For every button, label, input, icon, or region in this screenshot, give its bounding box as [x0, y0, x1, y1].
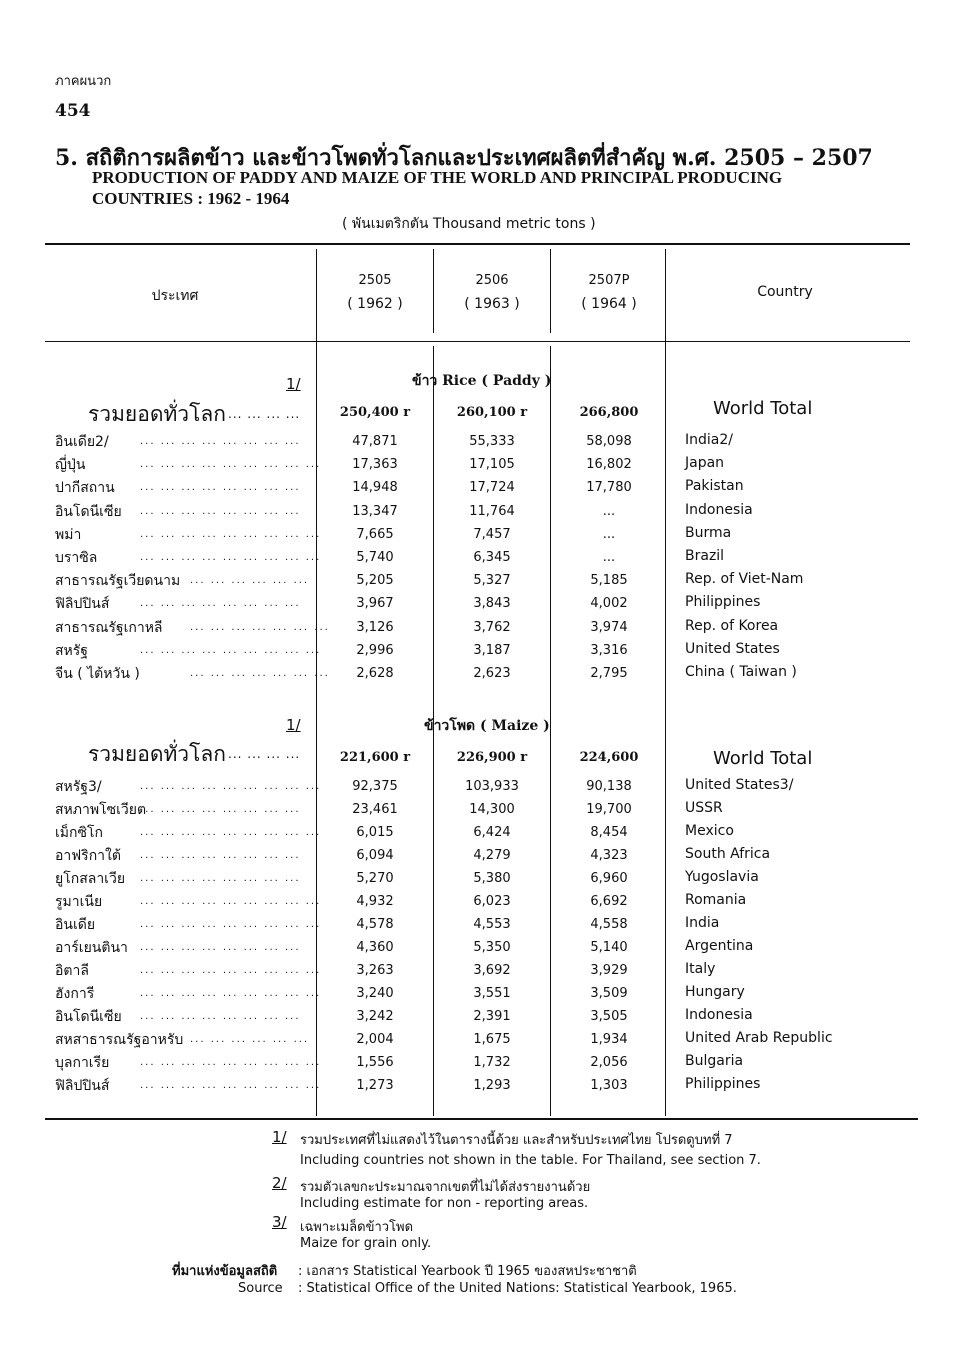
maize-row-dots: ... ... ... ... ... ... ... ...: [140, 804, 301, 815]
rice-row-country-english: Japan: [685, 455, 725, 472]
rice-row-value-3: 4,002: [590, 596, 628, 612]
maize-row-country-english: USSR: [685, 800, 723, 816]
table-title-english-line1: PRODUCTION OF PADDY AND MAIZE OF THE WORLD AND PRINCIPAL PRODUCING: [92, 168, 783, 187]
maize-row-country-english: Bulgaria: [685, 1053, 744, 1069]
maize-row-value-1: 6,015: [356, 825, 394, 840]
maize-row-value-2: 1,675: [473, 1032, 511, 1047]
note3-thai: เฉพาะเมล็ดข้าวโพด: [300, 1220, 414, 1235]
header-country-thai: ประเทศ: [151, 288, 199, 304]
maize-row-country-english: Argentina: [685, 938, 754, 954]
rice-total-1962: 250,400 r: [339, 405, 411, 420]
maize-row-value-1: 3,263: [356, 963, 394, 978]
rice-world-total-dots: ... ... ... ...: [228, 407, 301, 421]
maize-row-country-english: United Arab Republic: [685, 1030, 833, 1046]
table-bottom-rule: [45, 1118, 918, 1120]
rice-row-value-2: 55,333: [469, 434, 515, 449]
maize-row-dots: ... ... ... ... ... ... ... ... ...: [140, 919, 322, 930]
maize-row-value-1: 4,932: [356, 894, 394, 909]
maize-row-value-3: 90,138: [586, 779, 632, 794]
maize-total-1964: 224,600: [579, 750, 639, 765]
rice-row-country-thai: สาธารณรัฐเวียดนาม: [55, 573, 181, 590]
maize-row-country-thai: ยูโกสลาเวีย: [55, 871, 126, 887]
rice-row-dots: ... ... ... ... ... ... ... ...: [140, 436, 301, 447]
rice-row-value-2: 17,724: [469, 480, 515, 496]
maize-row-dots: ... ... ... ... ... ... ... ...: [140, 850, 301, 861]
rice-row-country-english: China ( Taiwan ): [685, 664, 797, 680]
source-text-english: : Statistical Office of the United Nations: Statistical Yearbook, 1965.: [298, 1281, 737, 1296]
rice-row-country-thai: สาธารณรัฐเกาหลี: [55, 619, 163, 636]
maize-row-country-english: Romania: [685, 892, 747, 908]
header-year3-thai: 2507P: [588, 273, 630, 288]
maize-row-country-english: Yugoslavia: [685, 869, 759, 885]
maize-row-value-3: 5,140: [590, 940, 628, 955]
note3-english: Maize for grain only.: [300, 1236, 432, 1251]
header-year2-thai: 2506: [475, 273, 509, 288]
maize-row-value-1: 92,375: [352, 779, 398, 794]
maize-footnote-mark: 1/: [286, 716, 301, 734]
rice-row-value-2: 3,843: [473, 596, 511, 612]
maize-row-value-3: 4,323: [590, 848, 628, 863]
rice-row-value-2: 11,764: [469, 503, 515, 519]
rice-row-country-thai: ฟิลิปปินส์: [55, 596, 110, 613]
rice-row-country-english: Rep. of Korea: [685, 617, 779, 634]
maize-row-dots: ... ... ... ... ... ... ... ... ...: [140, 965, 322, 976]
rice-row-value-3: 3,316: [590, 642, 628, 658]
rice-row-value-1: 7,665: [356, 526, 394, 542]
rice-row-value-1: 13,347: [352, 503, 398, 519]
rice-row-value-3: 17,780: [586, 480, 632, 496]
rice-row-value-2: 17,105: [469, 457, 515, 473]
rice-row-value-1: 2,628: [356, 666, 394, 681]
maize-row-dots: ... ... ... ... ... ... ... ... ...: [140, 896, 322, 907]
maize-row-dots: ... ... ... ... ... ...: [190, 1034, 310, 1045]
maize-world-total-dots: ... ... ... ...: [228, 747, 301, 761]
maize-row-dots: ... ... ... ... ... ... ... ...: [140, 1011, 301, 1022]
note2-mark: 2/: [272, 1174, 287, 1192]
maize-row-value-3: 3,509: [590, 986, 628, 1001]
note2-english: Including estimate for non - reporting areas.: [300, 1196, 589, 1211]
rice-row-dots: ... ... ... ... ... ... ...: [190, 621, 330, 633]
rice-row-value-1: 3,967: [356, 596, 394, 612]
maize-row-value-1: 4,578: [356, 917, 394, 932]
rice-row-country-thai: ญี่ปุ่น: [55, 457, 86, 474]
page-number: 454: [55, 101, 91, 121]
rice-row-country-thai: อินโดนีเซีย: [55, 503, 122, 520]
rice-row-value-2: 7,457: [473, 526, 511, 542]
maize-row-value-1: 3,240: [356, 986, 394, 1001]
rice-row-country-english: Pakistan: [685, 478, 744, 495]
rice-row-value-3: 2,795: [590, 666, 628, 681]
rice-row-country-english: Indonesia: [685, 501, 753, 518]
rice-row-value-2: 5,327: [473, 573, 511, 589]
note1-thai: รวมประเทศที่ไม่แสดงไว้ในตารางนี้ด้วย และสำหรับประเทศไทย โปรดดูบทที่ 7: [300, 1133, 733, 1148]
maize-row-dots: ... ... ... ... ... ... ... ...: [140, 942, 301, 953]
maize-row-country-english: Italy: [685, 961, 716, 977]
maize-row-value-2: 6,424: [473, 825, 511, 840]
source-text-thai: : เอกสาร Statistical Yearbook ปี 1965 ของสหประชาชาติ: [298, 1264, 637, 1279]
maize-row-value-2: 4,279: [473, 848, 511, 863]
maize-row-country-english: India: [685, 915, 720, 931]
rice-row-value-3: 3,974: [590, 619, 628, 635]
rice-footnote-mark: 1/: [286, 375, 301, 393]
header-year2-english: ( 1963 ): [464, 296, 520, 312]
rice-row-dots: ... ... ... ... ... ... ... ...: [140, 598, 301, 610]
column-divider-3-body: [550, 346, 551, 1116]
maize-row-value-2: 3,692: [473, 963, 511, 978]
rice-row-country-english: Brazil: [685, 548, 725, 564]
maize-row-dots: ... ... ... ... ... ... ... ... ...: [140, 1080, 322, 1091]
note2-thai: รวมตัวเลขกะประมาณจากเขตที่ไม่ได้ส่งรายงานด้วย: [300, 1180, 591, 1195]
maize-row-country-english: Hungary: [685, 984, 745, 1000]
table-top-rule: [45, 243, 910, 245]
rice-section-title: ข้าว Rice ( Paddy ): [412, 373, 552, 389]
maize-row-value-3: 1,303: [590, 1078, 628, 1093]
maize-total-1962: 221,600 r: [339, 750, 411, 765]
unit-label: ( พันเมตริกตัน Thousand metric tons ): [342, 216, 596, 232]
note1-english: Including countries not shown in the table. For Thailand, see section 7.: [300, 1153, 761, 1168]
note3-mark: 3/: [272, 1213, 287, 1231]
rice-row-country-english: United States: [685, 640, 780, 657]
maize-row-country-english: South Africa: [685, 846, 771, 862]
rice-row-dots: ... ... ... ... ... ... ... ...: [140, 482, 301, 494]
rice-row-dots: ... ... ... ... ... ... ... ... ...: [140, 552, 322, 563]
rice-row-dots: ... ... ... ... ... ... ... ...: [140, 505, 301, 517]
maize-row-value-1: 1,273: [356, 1078, 394, 1093]
maize-row-value-3: 6,692: [590, 894, 628, 909]
rice-row-value-2: 3,762: [473, 619, 511, 635]
rice-row-country-thai: บราซิล: [55, 550, 98, 566]
table-title-thai: 5. สถิติการผลิตข้าว และข้าวโพดทั่วโลกและประเทศผลิตที่สำคัญ พ.ศ. 2505 – 2507: [55, 145, 873, 171]
rice-row-country-thai: จีน ( ไต้หวัน ): [55, 666, 140, 682]
rice-row-dots: ... ... ... ... ... ...: [190, 575, 310, 587]
rice-row-country-thai: ปากีสถาน: [55, 480, 115, 497]
rice-world-total-english: World Total: [713, 398, 813, 419]
column-divider-4: [665, 249, 666, 1116]
rice-row-value-1: 47,871: [352, 434, 398, 449]
rice-row-value-3: 5,185: [590, 573, 628, 589]
maize-row-country-thai: บุลกาเรีย: [55, 1055, 110, 1071]
maize-row-value-3: 8,454: [590, 825, 628, 840]
maize-row-dots: ... ... ... ... ... ... ... ... ...: [140, 827, 322, 838]
maize-row-country-thai: รูมาเนีย: [55, 894, 103, 910]
maize-row-dots: ... ... ... ... ... ... ... ... ...: [140, 781, 322, 792]
header-country-english: Country: [757, 284, 813, 300]
maize-row-country-thai: อินเดีย: [55, 917, 96, 933]
maize-row-value-2: 4,553: [473, 917, 511, 932]
rice-row-value-2: 3,187: [473, 642, 511, 658]
rice-total-1964: 266,800: [579, 405, 639, 420]
maize-row-country-thai: ฟิลิปปินส์: [55, 1078, 110, 1094]
rice-row-country-thai: พม่า: [55, 526, 82, 543]
maize-row-dots: ... ... ... ... ... ... ... ... ...: [140, 1057, 322, 1068]
rice-row-value-1: 14,948: [352, 480, 398, 496]
maize-row-value-2: 6,023: [473, 894, 511, 909]
maize-world-total-english: World Total: [713, 748, 813, 769]
rice-row-dots: ... ... ... ... ... ... ... ... ...: [140, 528, 322, 540]
rice-row-dots: ... ... ... ... ... ... ... ... ...: [140, 644, 322, 656]
maize-row-country-thai: อาร์เยนตินา: [55, 940, 128, 956]
maize-row-value-2: 5,350: [473, 940, 511, 955]
maize-row-value-2: 1,293: [473, 1078, 511, 1093]
header-year3-english: ( 1964 ): [581, 296, 637, 312]
maize-row-value-3: 2,056: [590, 1055, 628, 1070]
header-bottom-rule: [45, 341, 910, 342]
maize-section-title: ข้าวโพด ( Maize ): [424, 718, 550, 734]
rice-row-value-3: ...: [602, 550, 616, 565]
maize-row-value-2: 103,933: [465, 779, 519, 794]
rice-row-value-3: 58,098: [586, 434, 632, 449]
maize-row-country-english: United States3/: [685, 777, 794, 793]
maize-row-dots: ... ... ... ... ... ... ... ...: [140, 873, 301, 884]
maize-row-value-3: 3,929: [590, 963, 628, 978]
rice-row-dots: ... ... ... ... ... ... ... ... ...: [140, 459, 322, 471]
rice-row-country-english: India2/: [685, 432, 733, 448]
maize-row-value-1: 6,094: [356, 848, 394, 863]
maize-row-value-2: 5,380: [473, 871, 511, 886]
maize-row-country-thai: สหสาธารณรัฐอาหรับ: [55, 1032, 184, 1048]
column-divider-1: [316, 249, 317, 1116]
maize-row-value-2: 2,391: [473, 1009, 511, 1024]
rice-row-country-thai: สหรัฐ: [55, 642, 89, 659]
maize-row-value-1: 2,004: [356, 1032, 394, 1047]
rice-row-country-english: Burma: [685, 524, 732, 541]
rice-row-value-1: 5,205: [356, 573, 394, 589]
maize-total-1963: 226,900 r: [456, 750, 528, 765]
rice-row-value-2: 2,623: [473, 666, 511, 681]
maize-row-value-3: 19,700: [586, 802, 632, 817]
header-year1-thai: 2505: [358, 273, 392, 288]
column-divider-2: [433, 249, 434, 333]
maize-row-country-thai: อิตาลี: [55, 963, 89, 979]
rice-total-1963: 260,100 r: [456, 405, 528, 420]
note1-mark: 1/: [272, 1128, 287, 1146]
table-title-english-line2: COUNTRIES : 1962 - 1964: [92, 189, 290, 208]
maize-row-country-thai: เม็กซิโก: [55, 825, 103, 841]
maize-row-value-1: 23,461: [352, 802, 398, 817]
maize-row-country-thai: อาฟริกาใต้: [55, 848, 121, 864]
maize-row-value-3: 6,960: [590, 871, 628, 886]
rice-row-dots: ... ... ... ... ... ... ...: [190, 668, 330, 679]
maize-row-dots: ... ... ... ... ... ... ... ... ...: [140, 988, 322, 999]
maize-row-country-thai: ฮังการี: [55, 986, 95, 1002]
rice-row-country-english: Philippines: [685, 594, 761, 611]
maize-row-country-english: Indonesia: [685, 1007, 753, 1023]
maize-row-country-thai: อินโดนีเซีย: [55, 1009, 122, 1025]
rice-row-value-1: 5,740: [356, 550, 394, 565]
maize-row-value-1: 3,242: [356, 1009, 394, 1024]
maize-row-value-2: 1,732: [473, 1055, 511, 1070]
maize-row-value-2: 14,300: [469, 802, 515, 817]
maize-row-value-2: 3,551: [473, 986, 511, 1001]
appendix-label: ภาคผนวก: [55, 74, 112, 89]
rice-row-value-3: 16,802: [586, 457, 632, 473]
rice-row-value-1: 3,126: [356, 619, 394, 635]
source-label-thai: ที่มาแห่งข้อมูลสถิติ: [172, 1264, 278, 1279]
maize-row-value-3: 4,558: [590, 917, 628, 932]
maize-row-value-3: 1,934: [590, 1032, 628, 1047]
rice-world-total-thai: รวมยอดทั่วโลก: [88, 402, 226, 426]
maize-row-value-3: 3,505: [590, 1009, 628, 1024]
maize-row-value-1: 1,556: [356, 1055, 394, 1070]
rice-row-value-3: ...: [602, 503, 616, 519]
rice-row-country-english: Rep. of Viet-Nam: [685, 571, 804, 588]
source-label-english: Source: [238, 1281, 283, 1296]
rice-row-value-1: 17,363: [352, 457, 398, 473]
maize-row-country-english: Mexico: [685, 823, 734, 839]
maize-row-country-thai: สหภาพโซเวียต: [55, 802, 147, 818]
maize-world-total-thai: รวมยอดทั่วโลก: [88, 742, 226, 766]
maize-row-country-thai: สหรัฐ3/: [55, 779, 102, 795]
rice-row-value-3: ...: [602, 526, 616, 542]
rice-row-value-1: 2,996: [356, 642, 394, 658]
rice-row-country-thai: อินเดีย2/: [55, 434, 109, 450]
rice-row-value-2: 6,345: [473, 550, 511, 565]
header-year1-english: ( 1962 ): [347, 296, 403, 312]
maize-row-value-1: 4,360: [356, 940, 394, 955]
maize-row-value-1: 5,270: [356, 871, 394, 886]
column-divider-3: [550, 249, 551, 333]
maize-row-country-english: Philippines: [685, 1076, 761, 1092]
